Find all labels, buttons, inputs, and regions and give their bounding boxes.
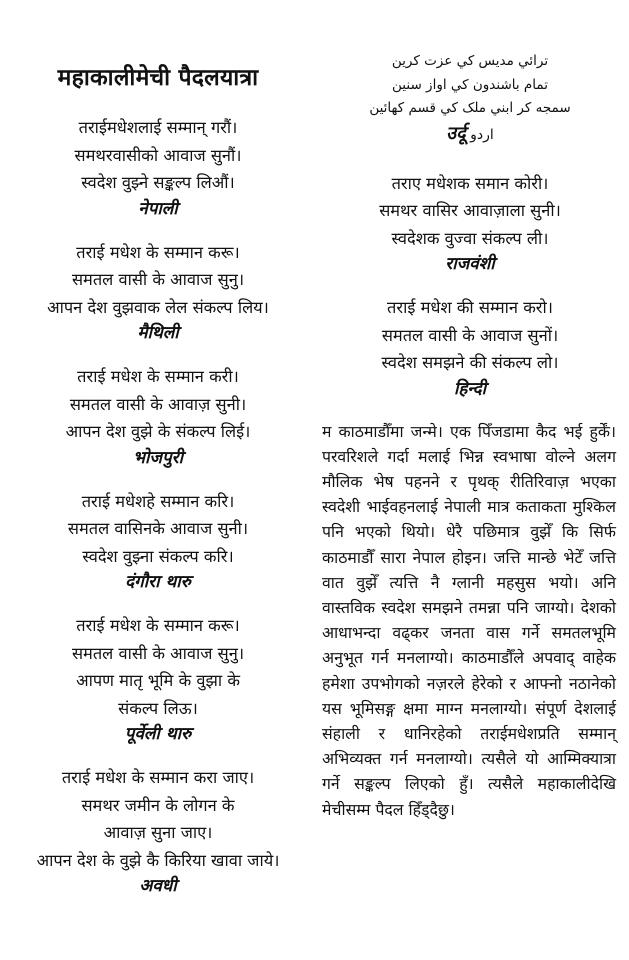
language-label: दंगौरा थारु (125, 572, 191, 592)
verse-line: समतल वासी के आवाज सुनु। (71, 270, 245, 289)
verse-awadhi (8, 764, 308, 898)
language-label: उर्दू (446, 122, 466, 144)
language-label: नेपाली (138, 198, 178, 219)
verse-line: आपन देश के वुझे कै किरिया खावा जाये। (36, 850, 280, 870)
verse-line: समथर जमीन के लोगन के (81, 795, 235, 815)
language-label: मैथिली (137, 323, 179, 343)
language-label: राजवंशी (445, 254, 495, 274)
verse-line: समतल वासी के आवाज़ सुनी। (69, 394, 247, 414)
verse-line: तराई मधेश के सम्मान करी। (77, 367, 239, 386)
verse-bhojpuri (8, 363, 308, 470)
language-label-urdu-script: اردو (470, 126, 494, 143)
page-title: महाकालीमेची पैदलयात्रा (57, 65, 259, 91)
verse-line: तराई मधेश के सम्मान करा जाए। (61, 768, 255, 787)
verse-urdu (322, 50, 618, 148)
language-label-row (322, 121, 618, 148)
verse-maithili (8, 239, 308, 346)
verse-rajbanshi (322, 170, 618, 277)
statement-paragraph: म काठमाडौँमा जन्मे। एक पिँजडामा कैद भई हुर्कें। परवरिशले गर्दा मलाई भिन्न स्वभाषा वोल्ने अलग मौलिक भेष पहनने र पृथक् रीतिरिवाज़ भएका स्वदेशी भाईवहनलाई नेपाली मात्र कताकता मुश्किल पनि भएको थियो। धेरै पछिमात्र वुझेँ कि सिर्फ काठमाडौँ सारा नेपाल होइन। जत्ति मान्छे भेटेँ जत्ति वात वुझेँ त्यत्ति नै ग्लानी महसुस भयो। अनि वास्तविक स्वदेश समझने तमन्ना पनि जाग्यो। देशको आधाभन्दा वढ्कर जनता वास गर्ने समतलभूमि अनुभूत गर्न मनलाग्यो। काठमाडौँले अपवाद् वाहेक हमेशा उपभोगको नज़रले हेरेको र आफ्नो नठानेको यस भूमिसङ्ग क्षमा माग्न मनलाग्यो। संपूर्ण देशलाई संहाली र धानिरहेको तराईमधेशप्रति सम्मान् अभिव्यक्त गर्न मनलाग्यो। त्यसैले यो आम्मिक्यात्रा गर्ने सङ्कल्प लिएको हुँ। त्यसैले महाकालीदेखि मेचीसम्म पैदल हिँड्दैछु। (322, 421, 616, 819)
verse-hindi (322, 294, 618, 401)
verse-line: स्वदेश समझने की संकल्प लो। (381, 353, 559, 372)
verse-line: तराई मधेश के सम्मान करू। (76, 616, 240, 635)
verse-line: आपन देश वुझे के संकल्प लिई। (65, 422, 251, 441)
right-column (322, 50, 618, 822)
language-label: अवधी (139, 876, 177, 896)
verse-line: समथरवासीको आवाज सुनौं। (74, 145, 242, 165)
verse-line: समतल वासिनके आवाज सुनी। (67, 519, 249, 538)
verse-line: स्वदेश वुझ्ने सङ्कल्प लिऔं। (81, 173, 235, 192)
verse-line: आवाज़ सुना जाए। (103, 823, 213, 842)
verse-line: तराई मधेश की सम्मान करो। (387, 298, 553, 317)
verse-dangaura-tharu (8, 488, 308, 595)
verse-line: तराए मधेशक समान कोरी। (391, 173, 549, 193)
language-label: पूर्वेली थारु (124, 724, 192, 744)
verse-line: संकल्प लिऊ। (118, 698, 198, 718)
verse-line: स्वदेश वुझ्ना संकल्प करि। (82, 546, 234, 566)
verse-line: تمام باشندون کي اواز سنين (392, 76, 548, 93)
verse-purbeli-tharu (8, 612, 308, 746)
verse-line: سمجه کر ابني ملک کي قسم کهائين (369, 100, 571, 116)
verse-line: स्वदेशक वुज्वा संकल्प ली। (391, 228, 549, 248)
verse-line: तराई मधेशहे सम्मान करि। (81, 491, 235, 511)
verse-line: समतल वासी के आवाज सुनों। (381, 325, 559, 345)
verse-line: तराई मधेश के सम्मान करू। (76, 242, 240, 262)
left-column (8, 50, 308, 916)
language-label: भोजपुरी (133, 447, 183, 468)
verse-line: ترائي مديس کي عزت کرين (391, 53, 549, 69)
verse-line: आपण मातृ भूमि के वुझा के (76, 671, 240, 690)
verse-line: आपन देश वुझवाक लेल संकल्प लिय। (47, 297, 269, 317)
verse-line: समथर वासिर आवाज़ाला सुनी। (379, 201, 561, 220)
verse-line: समतल वासी के आवाज सुनु। (71, 643, 245, 663)
verse-line: तराईमधेशलाई सम्मान् गरौं। (78, 118, 238, 137)
language-label: हिन्दी (453, 378, 487, 399)
verse-nepali (8, 114, 308, 221)
